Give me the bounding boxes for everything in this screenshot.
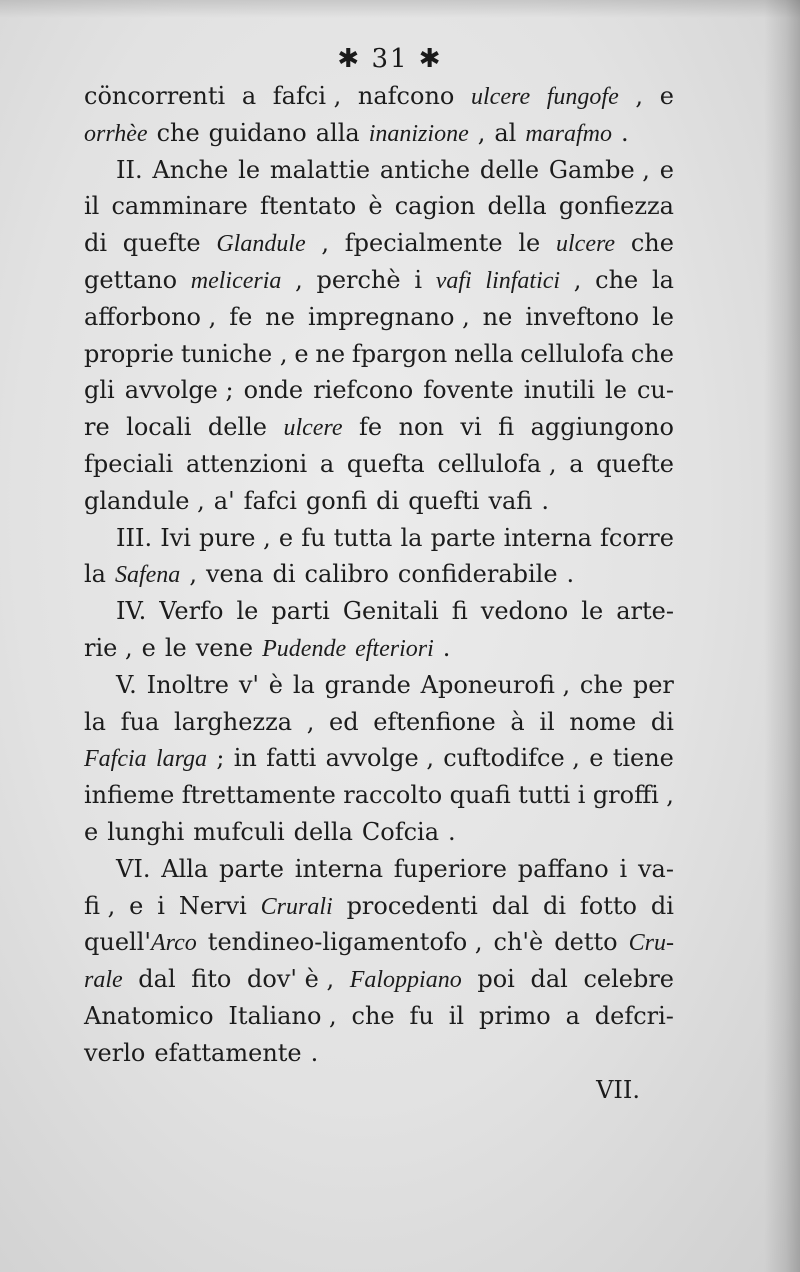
word: che [630, 339, 674, 368]
word [156, 740, 207, 777]
word: interna [503, 523, 592, 552]
word: che [630, 229, 674, 258]
word [369, 115, 469, 152]
word: Gambe , [548, 155, 650, 184]
word: fafci , [272, 82, 342, 110]
word: cuftodifce , [443, 744, 580, 773]
word: afforbono , [84, 302, 217, 331]
word: la [400, 523, 423, 552]
page-top-shadow [0, 0, 800, 18]
text-line [84, 78, 674, 115]
word [350, 961, 462, 998]
word: ; [216, 744, 225, 773]
word: fotto [579, 891, 637, 920]
text-line [84, 814, 674, 851]
italic-term: larga [155, 746, 208, 773]
italic-term: ulcere [556, 231, 616, 258]
word: di [272, 560, 296, 589]
italic-term: marafmo [525, 120, 613, 147]
word: Verfo [159, 597, 224, 626]
text-line [84, 520, 674, 557]
word: locali [126, 413, 192, 442]
word [115, 556, 180, 593]
word: gettano [84, 265, 178, 294]
word: ftrettamente [181, 781, 336, 810]
word: efattamente [154, 1038, 302, 1067]
word: . [310, 1038, 319, 1067]
word: ed [328, 707, 359, 736]
word: fpecialmente [344, 229, 503, 258]
word: vena [205, 560, 264, 589]
word: fua [120, 707, 160, 736]
word: dal [138, 965, 176, 994]
word: , [635, 82, 644, 110]
word: II. [116, 155, 143, 184]
word: , [306, 707, 315, 736]
italic-term: ulcere [283, 415, 343, 442]
word: a [241, 82, 257, 110]
word: i [157, 891, 165, 920]
word: proprie [84, 339, 174, 368]
word: attenzioni [185, 449, 308, 478]
text-line [84, 667, 674, 704]
word: dov' è , [247, 965, 335, 994]
word: interna [294, 854, 384, 883]
text-line [84, 152, 674, 189]
word: gonfi [305, 486, 368, 515]
word: ftentato [260, 192, 357, 221]
word: fi [498, 413, 515, 442]
word: i [577, 781, 586, 810]
word: vafi [488, 486, 533, 515]
word: al [494, 118, 517, 147]
word: fi , [84, 891, 116, 920]
text-line [84, 409, 674, 446]
word [436, 262, 472, 299]
text-line [84, 1035, 674, 1072]
word: eftenfione [373, 707, 496, 736]
word: cellulofa , [437, 449, 557, 478]
text-line [84, 188, 674, 225]
word [471, 78, 530, 115]
word: Inoltre [146, 670, 229, 699]
word: di [542, 891, 567, 920]
word: malattie [269, 155, 371, 184]
word: la [651, 265, 674, 294]
word: la [292, 670, 315, 699]
word [191, 262, 282, 299]
word: , [477, 118, 486, 147]
text-line [84, 372, 674, 409]
italic-term: efteriori [355, 635, 434, 662]
word: Italiano , [228, 1001, 337, 1030]
word: defcri- [594, 1001, 674, 1030]
word: inveftono [525, 302, 640, 331]
italic-term: meliceria [190, 267, 282, 294]
page-number-header: ✱ 31 ✱ [337, 44, 443, 74]
word: , [295, 265, 303, 294]
word: alla [315, 118, 360, 147]
word: nella [454, 339, 514, 368]
word: gli [84, 376, 115, 405]
text-line [84, 888, 674, 925]
word: ch'è [493, 928, 544, 957]
body-text [84, 78, 674, 1108]
word: fe [229, 302, 253, 331]
word: ne [315, 339, 346, 368]
word: è [268, 670, 283, 699]
word [261, 888, 333, 925]
text-line [84, 446, 674, 483]
word: che [351, 1001, 395, 1030]
word: nome [569, 707, 637, 736]
word: ne [482, 302, 513, 331]
word: della [293, 817, 353, 846]
word: delle [479, 155, 540, 184]
word: Cofcia [361, 817, 440, 846]
word [355, 630, 434, 667]
word: antiche [379, 155, 471, 184]
word: di [376, 486, 400, 515]
text-line [84, 115, 674, 152]
word: tendineo-ligamentofo , [207, 928, 483, 957]
word [283, 409, 342, 446]
word: Anatomico [84, 1001, 214, 1030]
word: le [238, 155, 261, 184]
text-line [84, 630, 674, 667]
word: , [189, 560, 197, 589]
word: i [619, 854, 628, 883]
word: , [573, 265, 582, 294]
word: cöncorrenti [84, 82, 226, 110]
text-line [84, 998, 674, 1035]
word: le [581, 597, 604, 626]
word: le [164, 633, 187, 662]
word: e [129, 891, 144, 920]
word: la [84, 560, 106, 589]
italic-term: Safena [114, 562, 181, 589]
word: . [621, 118, 629, 147]
word: , [321, 229, 330, 258]
word: tutti [518, 781, 571, 810]
word: quefte [596, 449, 674, 478]
word: raccolto [343, 781, 443, 810]
italic-term: orrhèe [84, 120, 148, 147]
word: vi [460, 413, 482, 442]
word: il [539, 707, 555, 736]
word: fovente [423, 376, 514, 405]
word: che [156, 118, 200, 147]
word: dal [530, 965, 568, 994]
text-line [84, 262, 674, 299]
word: groffi [592, 781, 659, 810]
word: le [605, 376, 627, 405]
word: infieme [84, 781, 175, 810]
italic-term: rale [84, 967, 123, 994]
word: parte [430, 523, 496, 552]
word: di [650, 707, 674, 736]
italic-term: Glandule [216, 231, 306, 258]
word: fito [191, 965, 232, 994]
word: fe [359, 413, 383, 442]
italic-term: inanizione [368, 120, 469, 147]
word: parte [219, 854, 285, 883]
word: fatti [266, 744, 317, 773]
word: Aponeurofi , [420, 670, 571, 699]
text-line [84, 299, 674, 336]
word: III. [116, 523, 153, 552]
word: e [141, 633, 156, 662]
word: non [398, 413, 444, 442]
word: tiene [612, 744, 674, 773]
word [84, 115, 148, 152]
word: pure , [199, 523, 271, 552]
word: avvolge , [325, 744, 434, 773]
word: cellulofa [520, 339, 625, 368]
word: re [84, 413, 110, 442]
word: gonfiezza [558, 192, 674, 221]
word: e [659, 82, 674, 110]
word: tuniche , [180, 339, 288, 368]
word: quefti [408, 486, 480, 515]
word: à [510, 707, 525, 736]
word: ne [265, 302, 295, 331]
text-line [84, 961, 674, 998]
word [216, 225, 305, 262]
word: lunghi [107, 817, 185, 846]
word: camminare [111, 192, 248, 221]
word: e [278, 523, 294, 552]
word: in [233, 744, 257, 773]
italic-term: Pudende [262, 635, 347, 662]
word: Ivi [160, 523, 191, 552]
italic-term: fungofe [546, 84, 619, 110]
word: rie , [84, 633, 133, 662]
word: riefcono [313, 376, 414, 405]
word: a [569, 449, 584, 478]
word [525, 115, 612, 152]
italic-term: linfatici [485, 267, 561, 294]
word: . [442, 633, 451, 662]
word [84, 961, 123, 998]
word: quafi [449, 781, 511, 810]
word: avvolge ; [124, 376, 234, 405]
word: detto [554, 928, 618, 957]
text-line [84, 225, 674, 262]
word [547, 78, 619, 115]
word: Anche [152, 155, 229, 184]
text-line [84, 483, 674, 520]
word: per [632, 670, 674, 699]
word: impregnano , [307, 302, 470, 331]
word: v' [238, 670, 259, 699]
word: a [565, 1001, 580, 1030]
word: fafci [243, 486, 297, 515]
word [84, 740, 147, 777]
word: Genitali [342, 597, 439, 626]
word: e [589, 744, 604, 773]
word: V. [116, 670, 137, 699]
italic-term: Faloppiano [349, 967, 462, 994]
word: glandule , [84, 486, 205, 515]
word: a' [213, 486, 235, 515]
word: inutili [523, 376, 595, 405]
word: quefte [122, 229, 201, 258]
text-line [84, 1072, 674, 1109]
word: il [84, 192, 100, 221]
word: perchè [316, 265, 401, 294]
word: parti [271, 597, 330, 626]
word: . [541, 486, 549, 515]
word [629, 924, 674, 961]
word [262, 630, 346, 667]
word: Nervi [178, 891, 247, 920]
word: è [368, 192, 383, 221]
word: grande [324, 670, 411, 699]
italic-term: Arco [150, 930, 197, 957]
word: onde [243, 376, 304, 405]
word: poi [477, 965, 515, 994]
word: e [659, 155, 674, 184]
word: paffano [517, 854, 609, 883]
word: fpeciali [84, 449, 174, 478]
word: i [414, 265, 422, 294]
word: le [236, 597, 259, 626]
word: cagion [394, 192, 476, 221]
page-gutter-shadow [764, 0, 800, 1272]
word: cu- [636, 376, 674, 405]
word: primo [478, 1001, 551, 1030]
word: VII. [596, 1075, 640, 1104]
word: quell'Arco [84, 928, 197, 957]
text-line [84, 704, 674, 741]
word: le [518, 229, 541, 258]
word: dal [491, 891, 530, 920]
text-line [84, 556, 674, 593]
word: fuperiore [393, 854, 507, 883]
word: , [666, 781, 674, 810]
word: vedono [480, 597, 569, 626]
word: calibro [304, 560, 389, 589]
word: fu [301, 523, 326, 552]
word: delle [207, 413, 267, 442]
word: procedenti [346, 891, 478, 920]
word: VI. [116, 854, 151, 883]
italic-term: ulcere [471, 84, 531, 110]
word: nafcono [357, 82, 455, 110]
word: che [579, 670, 624, 699]
text-line [84, 851, 674, 888]
word: va- [637, 854, 674, 883]
word: verlo [84, 1038, 146, 1067]
word: fi [451, 597, 468, 626]
word: e [84, 817, 99, 846]
text-line [84, 777, 674, 814]
word: Alla [161, 854, 209, 883]
word: le [652, 302, 674, 331]
word: il [448, 1001, 465, 1030]
italic-term: vafi [435, 267, 472, 294]
italic-term: Fafcia [84, 746, 147, 773]
word: di [84, 229, 108, 258]
word [485, 262, 560, 299]
word: vene [195, 633, 254, 662]
word: fpargon [351, 339, 448, 368]
word: guidano [208, 118, 307, 147]
word: mufculi [193, 817, 285, 846]
italic-term: Cru- [628, 930, 674, 957]
word: fu [409, 1001, 434, 1030]
word: celebre [583, 965, 674, 994]
italic-term: Crurali [260, 893, 333, 920]
word [556, 225, 615, 262]
text-line [84, 336, 674, 373]
word: aggiungono [530, 413, 674, 442]
word: di [650, 891, 674, 920]
word: . [566, 560, 575, 589]
text-line [84, 740, 674, 777]
word: arte- [616, 597, 674, 626]
word: . [448, 817, 456, 846]
word: la [84, 707, 106, 736]
text-line [84, 924, 674, 961]
word: tutta [333, 523, 393, 552]
text-line [84, 593, 674, 630]
word: e [294, 339, 309, 368]
word: quefta [346, 449, 425, 478]
word: a [319, 449, 335, 478]
word: IV. [116, 597, 147, 626]
word: della [487, 192, 547, 221]
word: che [595, 265, 639, 294]
word: fcorre [600, 523, 674, 552]
word: larghezza [173, 707, 293, 736]
word: confiderabile [397, 560, 558, 589]
